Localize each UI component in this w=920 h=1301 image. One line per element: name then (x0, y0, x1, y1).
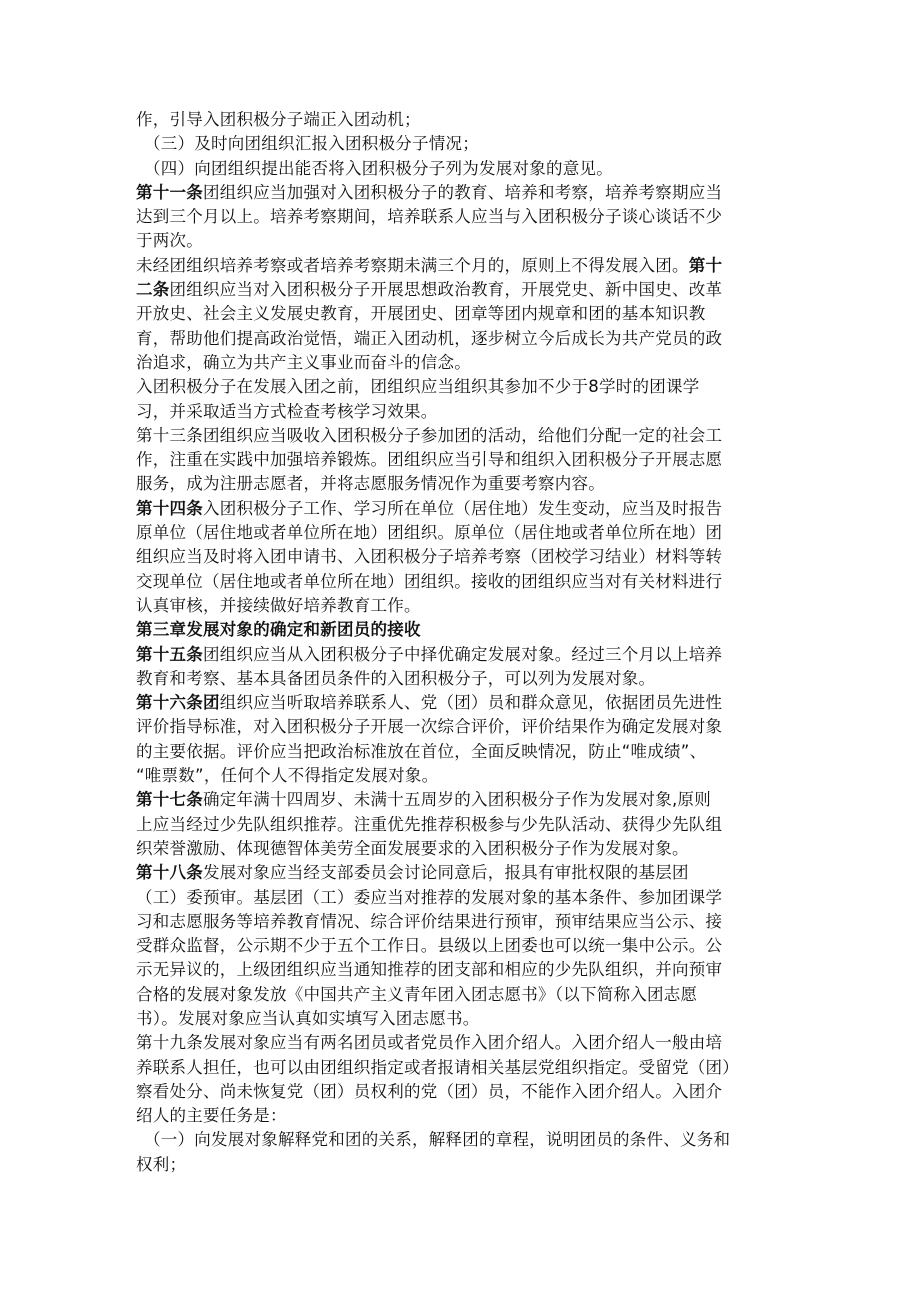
text-line (136, 958, 796, 982)
body-text: 未经团组织培养考察或者培养考察期未满三个月的，原则上不得发展入团。 (136, 255, 689, 275)
body-text: 组织应当听取培养联系人、党（团）员和群众意见，依据团员先进性 (219, 693, 723, 713)
body-text: 原单位（居住地或者单位所在地）团组织。原单位（居住地或者单位所在地）团 (136, 523, 723, 543)
text-line (136, 1128, 796, 1152)
body-text: 团组织应当对入团积极分子开展思想政治教育，开展党史、新中国史、改革 (169, 280, 723, 300)
article-heading: 第十六条团 (136, 693, 220, 713)
document-page (136, 108, 796, 1177)
article-heading: 第十 (688, 255, 723, 275)
text-line (136, 375, 796, 399)
text-line (136, 1080, 796, 1104)
text-line (136, 497, 796, 521)
text-line (136, 400, 796, 424)
body-text: 交现单位（居住地或者单位所在地）团组织。接收的团组织应当对有关材料进行 (136, 571, 723, 591)
article-heading: 二条 (136, 280, 170, 300)
body-text: 的主要依据。评价应当把政治标准放在首位，全面反映情况，防止“唯成绩”、 (136, 741, 707, 761)
body-text: 治追求，确立为共产主义事业而奋斗的信念。 (136, 352, 471, 372)
body-text: 上应当经过少先队组织推荐。注重优先推荐积极参与少先队活动、获得少先队组 (136, 814, 723, 834)
body-text: 作，注重在实践中加强培养锻炼。团组织应当引导和组织入团积极分子开展志愿 (136, 450, 723, 470)
article-heading: 第十一条 (136, 182, 203, 202)
body-text: 察看处分、尚未恢复党（团）员权利的党（团）员，不能作入团介绍人。入团介 (136, 1081, 723, 1101)
text-line (136, 618, 796, 642)
article-heading: 第十八条 (136, 863, 203, 883)
text-line (136, 1153, 796, 1177)
body-text: （一）向发展对象解释党和团的关系，解释团的章程，说明团员的条件、义务和 (144, 1130, 731, 1150)
body-text: （三）及时向团组织汇报入团积极分子情况； (144, 134, 479, 154)
body-text: 于两次。 (136, 231, 203, 251)
body-text: 受群众监督，公示期不少于五个工作日。县级以上团委也可以统一集中公示。公 (136, 936, 723, 956)
text-line (136, 788, 796, 812)
text-line (136, 472, 796, 496)
body-text: 组织应当及时将入团申请书、入团积极分子培养考察（团校学习结业）材料等转 (136, 547, 723, 567)
text-line (136, 740, 796, 764)
text-line (136, 521, 796, 545)
body-text: 绍人的主要任务是： (136, 1106, 287, 1126)
body-text: 习，并采取适当方式检查考核学习效果。 (136, 401, 438, 421)
body-text: 第十九条发展对象应当有两名团员或者党员作入团介绍人。入团介绍人一般由培 (136, 1033, 723, 1053)
body-text: 团组织应当从入团积极分子中择优确定发展对象。经过三个月以上培养 (203, 644, 723, 664)
article-heading: 第十四条 (136, 498, 203, 518)
text-line (136, 861, 796, 885)
text-line (136, 715, 796, 739)
text-line (136, 1007, 796, 1031)
text-line (136, 132, 796, 156)
text-line (136, 570, 796, 594)
text-line (136, 691, 796, 715)
text-line (136, 108, 796, 132)
body-text: 评价指导标准，对入团积极分子开展一次综合评价，评价结果作为确定发展对象 (136, 717, 723, 737)
text-line (136, 424, 796, 448)
text-line (136, 351, 796, 375)
text-line (136, 327, 796, 351)
body-text: 教育和考察、基本具备团员条件的入团积极分子，可以列为发展对象。 (136, 668, 656, 688)
body-text: 团组织应当加强对入团积极分子的教育、培养和考察，培养考察期应当 (203, 182, 723, 202)
body-text: 权利； (136, 1154, 187, 1174)
body-text: 织荣誉激励、体现德智体美劳全面发展要求的入团积极分子作为发展对象。 (136, 838, 689, 858)
body-text: 认真审核，并接续做好培养教育工作。 (136, 595, 421, 615)
text-line (136, 643, 796, 667)
body-text: 达到三个月以上。培养考察期间，培养联系人应当与入团积极分子谈心谈话不少 (136, 207, 723, 227)
body-text: 服务，成为注册志愿者，并将志愿服务情况作为重要考察内容。 (136, 474, 605, 494)
body-text: （四）向团组织提出能否将入团积极分子列为发展对象的意见。 (144, 158, 613, 178)
body-text: 示无异议的，上级团组织应当通知推荐的团支部和相应的少先队组织，并向预审 (136, 960, 723, 980)
body-text: 开放史、社会主义发展史教育，开展团史、团章等团内规章和团的基本知识教 (136, 304, 706, 324)
body-text: （工）委预审。基层团（工）委应当对推荐的发展对象的基本条件、参加团课学 (136, 887, 723, 907)
text-line (136, 594, 796, 618)
text-line (136, 667, 796, 691)
text-line (136, 764, 796, 788)
text-line (136, 910, 796, 934)
body-text: 养联系人担任，也可以由团组织指定或者报请相关基层党组织指定。受留党（团） (136, 1057, 739, 1077)
body-text: 入团积极分子工作、学习所在单位（居住地）发生变动，应当及时报告 (203, 498, 723, 518)
text-line (136, 181, 796, 205)
body-text: 合格的发展对象发放《中国共产主义青年团入团志愿书》（以下简称入团志愿 (136, 984, 698, 1004)
text-line (136, 1056, 796, 1080)
body-text: 育，帮助他们提高政治觉悟，端正入团动机，逐步树立今后成长为共产党员的政 (136, 328, 723, 348)
text-line (136, 157, 796, 181)
body-text: 确定年满十四周岁、未满十五周岁的入团积极分子作为发展对象,原则 (203, 790, 711, 810)
article-heading: 第十七条 (136, 790, 203, 810)
body-text: 习和志愿服务等培养教育情况、综合评价结果进行预审，预审结果应当公示、接 (136, 911, 723, 931)
text-line (136, 1031, 796, 1055)
body-text: 书）。发展对象应当认真如实填写入团志愿书。 (136, 1008, 480, 1028)
text-line (136, 934, 796, 958)
text-line (136, 837, 796, 861)
text-line (136, 813, 796, 837)
body-text: 第十三条团组织应当吸收入团积极分子参加团的活动，给他们分配一定的社会工 (136, 425, 723, 445)
text-line (136, 302, 796, 326)
body-text: 作，引导入团积极分子端正入团动机； (136, 110, 421, 129)
body-text: 入团积极分子在发展入团之前，团组织应当组织其参加不少于8学时的团课学 (136, 377, 700, 397)
text-line (136, 229, 796, 253)
text-line (136, 1104, 796, 1128)
text-line (136, 448, 796, 472)
text-line (136, 886, 796, 910)
text-line (136, 205, 796, 229)
article-heading: 第十五条 (136, 644, 203, 664)
text-line (136, 545, 796, 569)
article-heading: 第三章发展对象的确定和新团员的接收 (136, 620, 421, 640)
text-line (136, 254, 796, 278)
text-line (136, 983, 796, 1007)
text-line (136, 278, 796, 302)
body-text: “唯票数”，任何个人不得指定发展对象。 (136, 766, 439, 786)
body-text: 发展对象应当经支部委员会讨论同意后，报具有审批权限的基层团 (203, 863, 689, 883)
